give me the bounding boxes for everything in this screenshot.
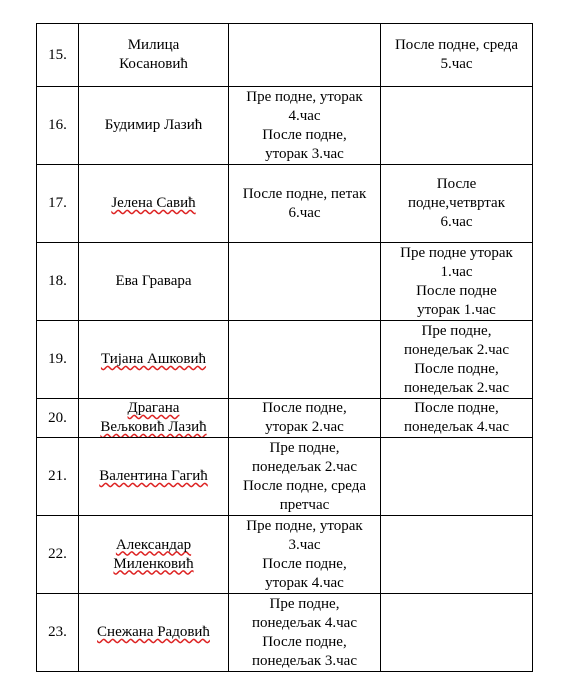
schedule-line: После подне, <box>262 555 347 572</box>
schedule-line: После подне, <box>414 400 499 416</box>
schedule-line: После подне, <box>414 360 499 377</box>
table-row <box>37 165 533 243</box>
teacher-name <box>79 321 229 399</box>
schedule-line: После подне, <box>262 633 347 650</box>
schedule-line: Пре подне, уторак <box>246 517 363 534</box>
schedule-line: После подне <box>416 282 497 299</box>
row-number: 19. <box>37 321 79 399</box>
row-number: 17. <box>37 165 79 243</box>
schedule-line: Пре подне, <box>421 322 492 339</box>
schedule-line: Пре подне, уторак <box>246 88 363 105</box>
schedule-cell-col3 <box>229 243 381 321</box>
schedule-line: После подне, <box>262 400 347 416</box>
row-number: 23. <box>37 594 79 672</box>
name-line: Ева Гравара <box>115 273 192 289</box>
schedule-table-body <box>37 24 533 672</box>
teacher-name <box>79 438 229 516</box>
schedule-line: уторак 4.час <box>265 574 344 591</box>
name-line: Јелена Савић <box>111 195 196 211</box>
schedule-cell-col4 <box>381 594 533 672</box>
schedule-cell-col3 <box>229 321 381 399</box>
table-row <box>37 516 533 594</box>
schedule-line: После подне, <box>262 126 347 143</box>
schedule-line: После <box>436 176 477 192</box>
name-line: Снежана Радовић <box>97 624 210 640</box>
row-number: 22. <box>37 516 79 594</box>
schedule-cell-col3 <box>229 165 381 243</box>
name-line: Будимир Лазић <box>104 117 203 133</box>
row-number: 16. <box>37 87 79 165</box>
schedule-line: претчас <box>279 496 330 513</box>
table-row <box>37 87 533 165</box>
schedule-line: Пре подне, <box>269 439 340 456</box>
schedule-line: уторак 3.час <box>265 145 344 162</box>
name-line: Милица <box>127 37 180 53</box>
table-row <box>37 243 533 321</box>
schedule-line: После подне, петак <box>242 185 367 202</box>
schedule-table <box>36 23 533 672</box>
teacher-name <box>79 399 229 438</box>
schedule-line: подне,четвртак <box>408 195 505 211</box>
table-row <box>37 399 533 438</box>
schedule-cell-col3 <box>229 516 381 594</box>
schedule-cell-col4 <box>381 243 533 321</box>
schedule-cell-col3 <box>229 87 381 165</box>
teacher-name <box>79 243 229 321</box>
name-line: Косановић <box>119 56 188 72</box>
schedule-cell-col4 <box>381 24 533 87</box>
schedule-cell-col4 <box>381 438 533 516</box>
name-line: Валентина Гагић <box>99 468 208 484</box>
teacher-name <box>79 516 229 594</box>
schedule-line: 1.час <box>440 263 473 280</box>
schedule-line: понедељак 3.час <box>251 652 357 669</box>
schedule-line: После подне, среда <box>242 477 367 494</box>
schedule-cell-col3 <box>229 399 381 438</box>
schedule-line: понедељак 2.час <box>403 379 509 396</box>
schedule-cell-col4 <box>381 165 533 243</box>
teacher-name <box>79 87 229 165</box>
schedule-line: 5.час <box>440 56 473 72</box>
schedule-line: понедељак 4.час <box>403 419 509 435</box>
name-line: Миленковић <box>113 555 194 572</box>
table-row <box>37 594 533 672</box>
schedule-line: 6.час <box>440 214 473 230</box>
table-row <box>37 321 533 399</box>
schedule-line: понедељак 2.час <box>251 458 357 475</box>
schedule-cell-col4 <box>381 516 533 594</box>
name-line: Тијана Ашковић <box>100 351 207 367</box>
schedule-line: 4.час <box>288 107 321 124</box>
teacher-name <box>79 594 229 672</box>
schedule-line: 3.час <box>288 536 321 553</box>
schedule-cell-col4 <box>381 321 533 399</box>
teacher-name <box>79 165 229 243</box>
row-number: 20. <box>37 399 79 438</box>
teacher-name <box>79 24 229 87</box>
row-number: 18. <box>37 243 79 321</box>
name-line: Александар <box>115 536 192 553</box>
name-line: Драгана <box>127 400 180 416</box>
name-line: Вељковић Лазић <box>100 419 207 435</box>
schedule-cell-col4 <box>381 87 533 165</box>
table-row <box>37 24 533 87</box>
schedule-line: Пре подне, <box>269 595 340 612</box>
schedule-line: понедељак 2.час <box>403 341 509 358</box>
schedule-cell-col3 <box>229 24 381 87</box>
row-number: 21. <box>37 438 79 516</box>
schedule-line: понедељак 4.час <box>251 614 357 631</box>
schedule-cell-col4 <box>381 399 533 438</box>
schedule-line: уторак 1.час <box>417 301 496 318</box>
schedule-cell-col3 <box>229 594 381 672</box>
schedule-line: После подне, среда <box>394 37 519 53</box>
schedule-line: уторак 2.час <box>265 419 344 435</box>
schedule-line: Пре подне уторак <box>400 244 513 261</box>
table-row <box>37 438 533 516</box>
row-number: 15. <box>37 24 79 87</box>
schedule-cell-col3 <box>229 438 381 516</box>
schedule-line: 6.час <box>288 204 321 221</box>
